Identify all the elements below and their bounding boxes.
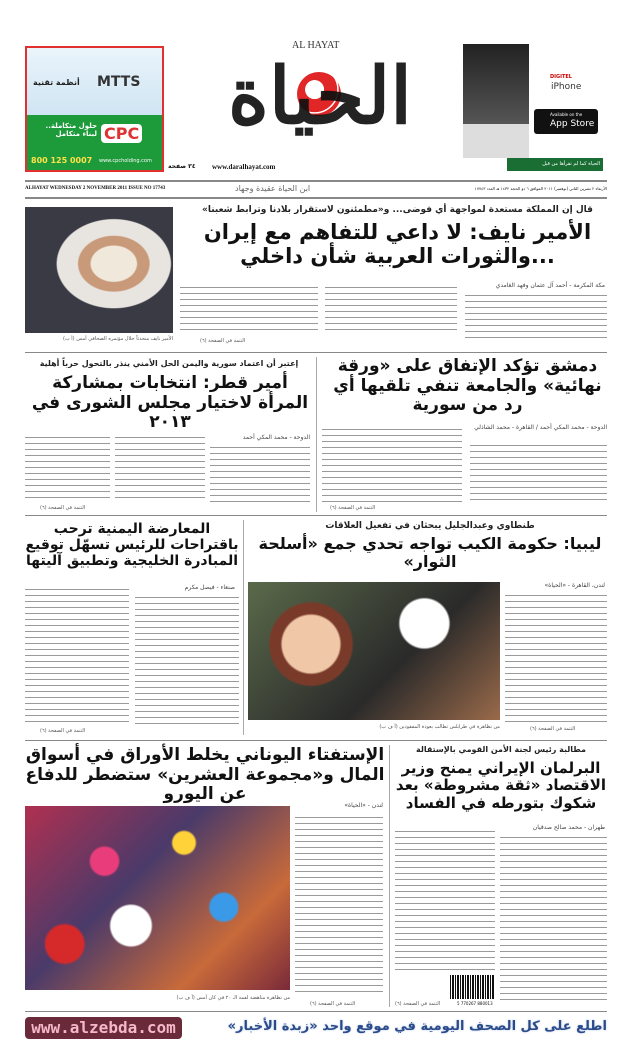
story-headline[interactable]: دمشق تؤكد الإتفاق على «ورقة نهائية» والجامعة تنفي تلقيها أي رد من سورية <box>333 356 602 416</box>
dateline-rule <box>25 197 607 199</box>
story-body <box>210 444 310 502</box>
story-kicker: قال إن المملكة مستعدة لمواجهة أي فوضى... و«مطمئنون لاستقرار بلادنا وترابط شعبنا» <box>202 205 593 215</box>
story-body <box>500 834 607 1002</box>
story-continued[interactable]: التتمة في الصفحة (٦) <box>330 505 376 511</box>
ad-phone: 800 125 0007 <box>31 156 93 165</box>
app-store-label: App Store <box>550 119 595 129</box>
footer-rule <box>25 1011 607 1012</box>
story-continued[interactable]: التتمة في الصفحة (٦) <box>310 1001 356 1007</box>
barcode <box>450 975 495 999</box>
dateline-ar: الأربعاء ٢ تشرين الثاني (نوفمبر) ٢٠١١ الموافق ٦ ذو الحجة ١٤٣٢ هـ العدد ١٧٧٤٣ <box>474 186 607 191</box>
story-kicker: إعتبر أن اعتماد سورية واليمن الحل الأمني ينذر بالتحول حرباً أهلية <box>39 359 299 368</box>
ad-device: iPhone <box>551 82 582 92</box>
story-body <box>395 828 495 971</box>
footer-slogan: اطلع على كل الصحف اليومية في موقع واحد «زبدة الأخبار» <box>227 1019 607 1034</box>
story-body <box>25 586 129 724</box>
ad-right[interactable] <box>463 44 603 171</box>
story-body <box>180 284 318 330</box>
story-continued[interactable]: التتمة في الصفحة (٦) <box>530 726 576 732</box>
story-body <box>322 426 462 502</box>
ad-left[interactable] <box>25 46 164 172</box>
story-byline: طهران - محمد صالح صدقيان <box>532 824 605 831</box>
story-body <box>25 434 110 502</box>
story-body <box>505 592 607 722</box>
ad-brand-cpc: CPC <box>101 124 142 143</box>
ad-brand-mtts-ar: أنظمة تقنية <box>33 78 80 87</box>
story-continued[interactable]: التتمة في الصفحة (٦) <box>40 505 86 511</box>
app-store-small: Available on the <box>550 112 583 117</box>
ad-brand: DIGITEL <box>550 74 572 80</box>
story-body <box>115 434 205 502</box>
story-headline[interactable]: الإستفتاء اليوناني يخلط الأوراق في أسواق المال و«مجموعة العشرين» ستضطر للدفاع عن اليورو <box>25 745 385 805</box>
story-body <box>465 292 607 338</box>
story-byline: صنعاء - فيصل مكرم <box>184 584 235 591</box>
masthead-rule <box>25 180 607 182</box>
story-byline: لندن - «الحياة» <box>344 802 383 809</box>
story-byline: مكة المكرمة - أحمد آل عثمان وفهد الغامدي <box>495 282 605 289</box>
section-rule <box>25 740 607 741</box>
logo-latin: AL HAYAT <box>292 40 340 51</box>
story-body <box>295 814 383 996</box>
greece-photo <box>25 806 290 990</box>
dateline-en: ALHAYAT WEDNESDAY 2 NOVEMBER 2011 ISSUE NO 17743 <box>25 186 166 191</box>
story-byline: الدوحة - محمد المكي أحمد / القاهرة - محمد الشاذلي <box>474 424 607 431</box>
libya-photo <box>248 582 500 720</box>
motto: ابن الحياة عقيدة وجهاد <box>235 184 311 193</box>
logo-arabic: الحياة <box>228 51 412 142</box>
column-divider <box>243 520 244 735</box>
story-headline[interactable]: البرلمان الإيراني يمنح وزير الاقتصاد «ثقة مشروطة» بعد شكوك بتورطه في الفساد <box>395 759 607 812</box>
app-store-badge[interactable] <box>534 109 598 134</box>
story-byline: لندن، القاهرة - «الحياة» <box>544 582 605 589</box>
barcode-number: 5 770267 880013 <box>457 1001 493 1006</box>
ad-brand-mtts: MTTS <box>97 74 141 90</box>
lead-photo-caption: الأمير نايف متحدثاً خلال مؤتمره الصحافي أمس (أ ب) <box>63 336 173 342</box>
story-body <box>470 442 607 502</box>
story-headline[interactable]: ليبيا: حكومة الكيب تواجه تحدي جمع «أسلحة الثوار» <box>258 534 602 572</box>
website-link[interactable]: www.daralhayat.com <box>212 163 276 171</box>
column-divider <box>316 357 317 512</box>
phones-image <box>463 44 529 158</box>
story-kicker: طنطاوي وعبدالجليل يبحثان في تفعيل العلاقات <box>325 521 535 531</box>
story-continued[interactable]: التتمة في الصفحة (٦) <box>200 338 246 344</box>
story-continued[interactable]: التتمة في الصفحة (٦) <box>395 1001 441 1007</box>
story-headline[interactable]: أمير قطر: انتخابات بمشاركة المرأة لاختيار مجلس الشورى في ٢٠١٣ <box>31 373 309 433</box>
footer-url[interactable]: www.alzebda.com <box>25 1017 182 1039</box>
greece-photo-caption: من تظاهرة مناهضة لقمة الـ ٢٠ في كان أمس (أ ف ب) <box>176 995 290 1001</box>
story-byline: الدوحة - محمد المكي أحمد <box>242 434 310 441</box>
pages-count: ٣٤ صفحة <box>168 163 196 170</box>
story-body <box>135 594 239 724</box>
section-rule <box>25 352 607 353</box>
column-divider <box>389 745 390 1007</box>
ad-slogan: حلول متكاملة.. لبناء متكامل <box>45 122 97 138</box>
story-body <box>325 284 457 334</box>
section-rule <box>25 515 607 516</box>
ad-url: www.cpcholding.com <box>99 158 152 164</box>
story-kicker: مطالبة رئيس لجنة الأمن القومي بالإستقالة <box>416 745 586 754</box>
ad-tagline: الحياة كما لم تقرأها من قبل <box>507 158 603 171</box>
story-continued[interactable]: التتمة في الصفحة (٦) <box>40 728 86 734</box>
story-headline[interactable]: المعارضة اليمنية ترحب باقتراحات للرئيس تسهّل توقيع المبادرة الخليجية وتطبيق آليتها <box>25 521 239 570</box>
story-headline[interactable]: الأمير نايف: لا داعي للتفاهم مع إيران ...والثورات العربية شأن داخلي <box>203 220 592 269</box>
lead-photo <box>25 207 173 333</box>
libya-photo-caption: من تظاهرة في طرابلس تطالب بعودة المفقودين (أ ف ب) <box>379 724 500 730</box>
